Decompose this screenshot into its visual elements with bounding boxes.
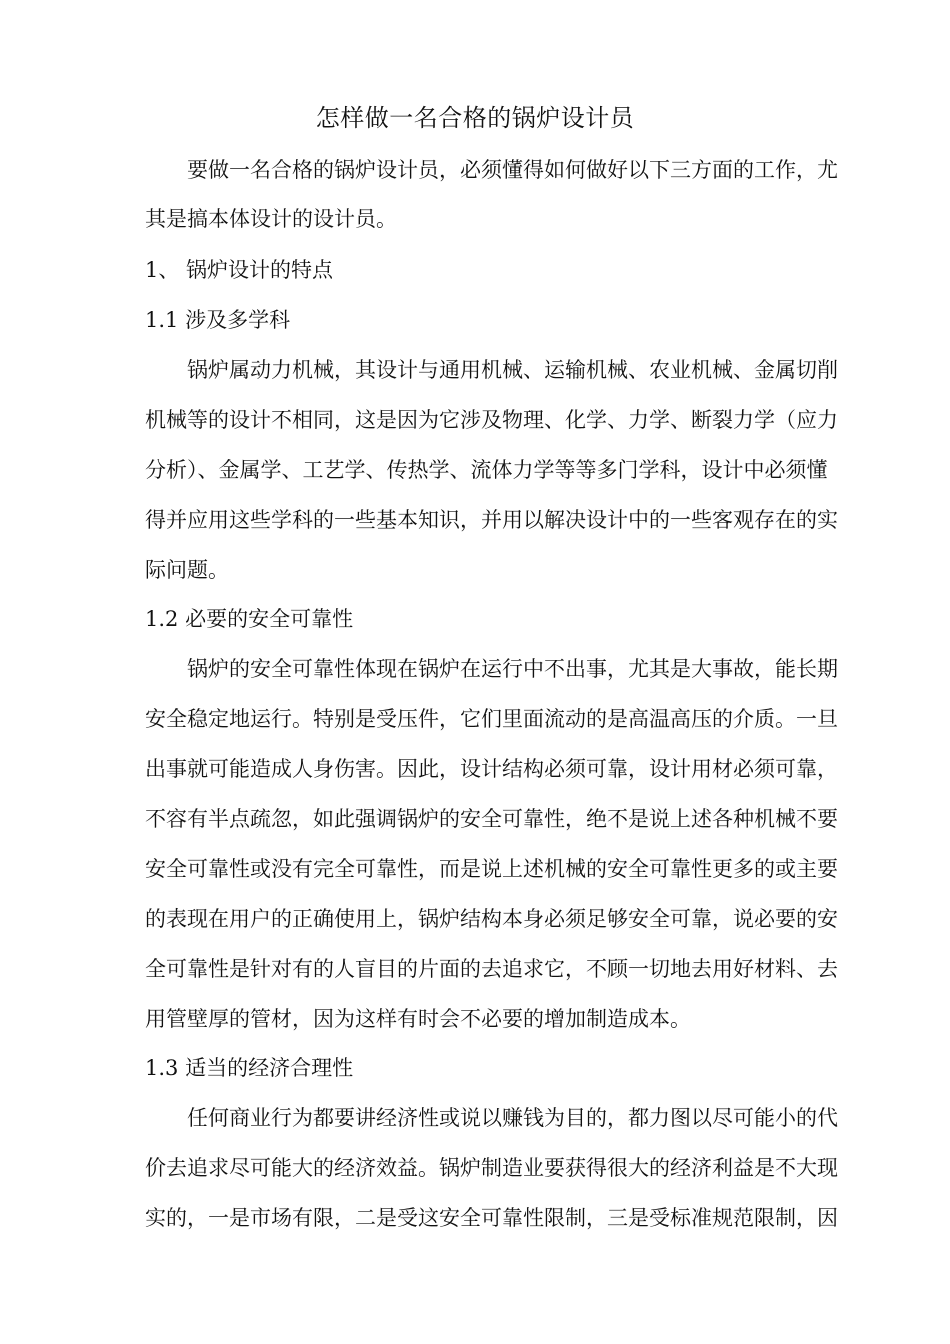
paragraph-line: 实的，一是市场有限，二是受这安全可靠性限制，三是受标准规范限制，因 [145,1206,838,1230]
paragraph-line: 的表现在用户的正确使用上，锅炉结构本身必须足够安全可靠，说必要的安 [145,907,838,931]
paragraph-line: 得并应用这些学科的一些基本知识，并用以解决设计中的一些客观存在的实 [145,508,838,532]
paragraph-line: 要做一名合格的锅炉设计员，必须懂得如何做好以下三方面的工作，尤 [187,158,838,182]
paragraph-line: 出事就可能造成人身伤害。因此，设计结构必须可靠，设计用材必须可靠， [145,757,838,781]
paragraph-line: 不容有半点疏忽，如此强调锅炉的安全可靠性，绝不是说上述各种机械不要 [145,807,838,831]
paragraph-line: 际问题。 [145,558,229,582]
subsection-heading: 1.1 涉及多学科 [145,308,291,332]
paragraph-line: 任何商业行为都要讲经济性或说以赚钱为目的，都力图以尽可能小的代 [187,1106,838,1130]
paragraph-line: 价去追求尽可能大的经济效益。锅炉制造业要获得很大的经济利益是不大现 [145,1156,838,1180]
paragraph-line: 分析）、金属学、工艺学、传热学、流体力学等等多门学科，设计中必须懂 [145,458,828,482]
paragraph-line: 用管壁厚的管材，因为这样有时会不必要的增加制造成本。 [145,1007,691,1031]
paragraph-line: 其是搞本体设计的设计员。 [145,207,397,231]
paragraph-line: 锅炉的安全可靠性体现在锅炉在运行中不出事，尤其是大事故，能长期 [187,657,838,681]
paragraph-line: 安全稳定地运行。特别是受压件，它们里面流动的是高温高压的介质。一旦 [145,707,838,731]
section-heading: 1、 锅炉设计的特点 [145,258,334,282]
paragraph-line: 安全可靠性或没有完全可靠性，而是说上述机械的安全可靠性更多的或主要 [145,857,838,881]
paragraph-line: 锅炉属动力机械，其设计与通用机械、运输机械、农业机械、金属切削 [187,358,838,382]
document-title: 怎样做一名合格的锅炉设计员 [315,104,635,132]
subsection-heading: 1.2 必要的安全可靠性 [145,607,354,631]
subsection-heading: 1.3 适当的经济合理性 [145,1056,354,1080]
paragraph-line: 机械等的设计不相同，这是因为它涉及物理、化学、力学、断裂力学（应力 [145,408,838,432]
paragraph-line: 全可靠性是针对有的人盲目的片面的去追求它，不顾一切地去用好材料、去 [145,957,838,981]
